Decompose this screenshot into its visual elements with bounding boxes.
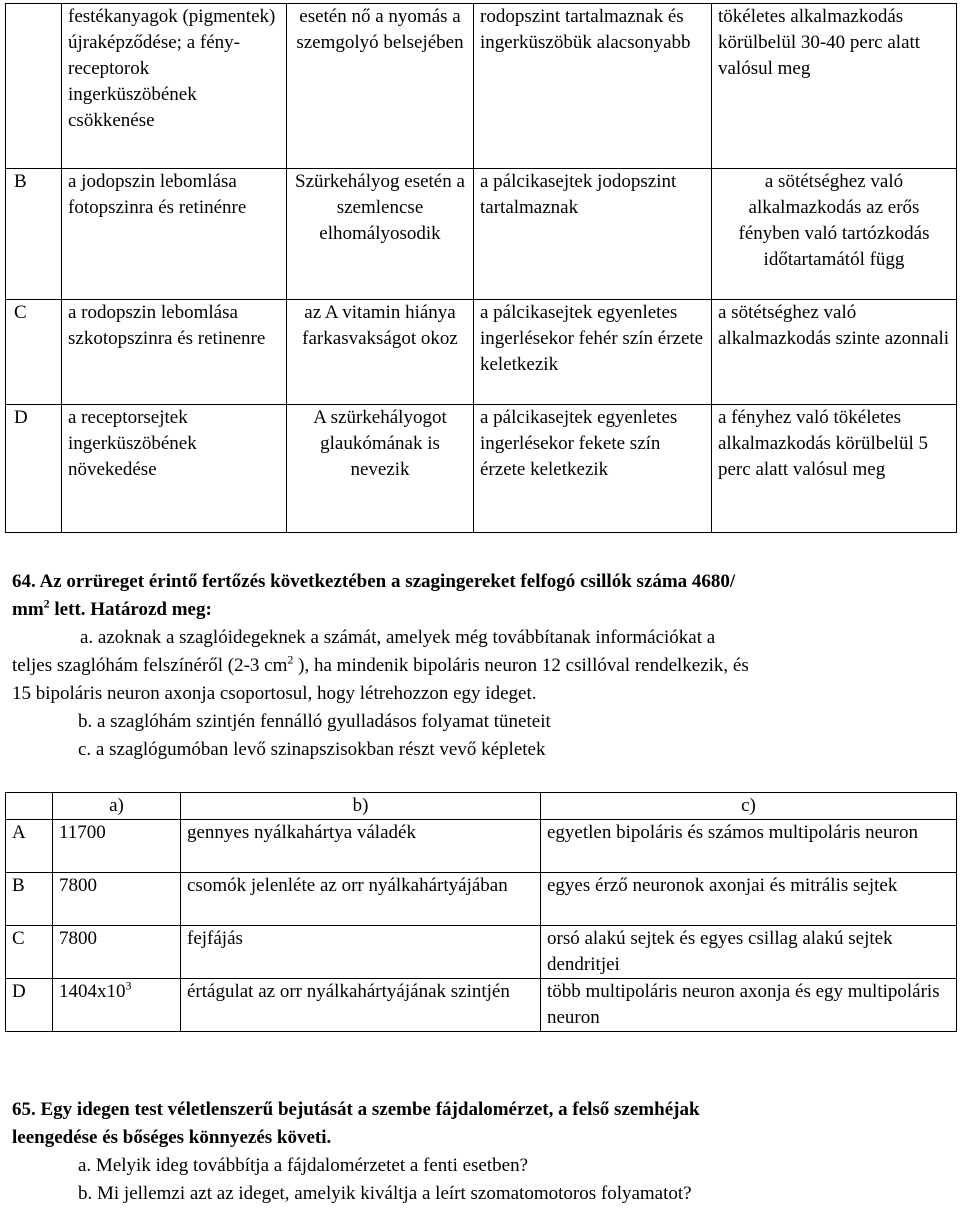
table-header-row	[6, 793, 957, 820]
subquestion-a-cont	[12, 652, 942, 680]
options-table	[5, 3, 957, 533]
option-cell: esetén nő a nyomás a szemgolyó belsejében	[287, 4, 474, 169]
answer-value: 7800	[59, 928, 97, 949]
table-row	[6, 926, 957, 979]
option-cell: a jodopszin lebomlása fotopszinra és retinénre	[62, 169, 287, 300]
question-heading-text: lett. Határozd meg:	[49, 599, 212, 620]
subquestion-a-cont: 15 bipoláris neuron axonja csoportosul, hogy létrehozzon egy ideget.	[12, 683, 537, 704]
answer-cell: egyes érző neuronok axonjai és mitrális sejtek	[541, 873, 957, 926]
option-cell: rodopszint tartalmaznak és ingerküszöbük alacsonyabb	[474, 4, 712, 169]
header-cell: c)	[541, 793, 957, 820]
header-cell: a)	[53, 793, 181, 820]
answer-cell	[53, 820, 181, 873]
question-heading-cont	[12, 596, 942, 624]
row-letter: B	[6, 873, 53, 926]
answer-cell: értágulat az orr nyálkahártyájának szintjén	[181, 979, 541, 1032]
option-cell: a rodopszin lebomlása szkotopszinra és retinenre	[62, 300, 287, 405]
subquestion-a: a. azoknak a szaglóidegeknek a számát, amelyek még továbbítanak információkat a	[80, 627, 716, 648]
question-65	[12, 1096, 942, 1208]
question-heading: 65. Egy idegen test véletlenszerű bejutását a szembe fájdalomérzet, a felső szemhéjak	[12, 1099, 700, 1120]
header-cell: b)	[181, 793, 541, 820]
option-cell: a sötétséghez való alkalmazkodás az erős fényben való tartózkodás időtartamától függ	[712, 169, 957, 300]
question-heading-text: 64. Az orrüreget érintő fertőzés következtében a szagingereket felfogó csillók száma 4680/	[12, 571, 736, 592]
row-letter: D	[6, 979, 53, 1032]
answer-cell	[53, 926, 181, 979]
answer-cell: egyetlen bipoláris és számos multipoláris neuron	[541, 820, 957, 873]
row-letter	[6, 4, 62, 169]
subquestion-text: teljes szaglóhám felszínéről (2-3 cm	[12, 655, 288, 676]
answer-value: 11700	[59, 822, 106, 843]
answer-cell: több multipoláris neuron axonja és egy multipoláris neuron	[541, 979, 957, 1032]
question-64	[12, 568, 942, 764]
option-cell: a fényhez való tökéletes alkalmazkodás körülbelül 5 perc alatt valósul meg	[712, 405, 957, 533]
answer-cell: orsó alakú sejtek és egyes csillag alakú sejtek dendritjei	[541, 926, 957, 979]
row-letter: A	[6, 820, 53, 873]
option-cell: tökéletes alkalmazkodás körülbelül 30-40 perc alatt valósul meg	[712, 4, 957, 169]
option-cell: Szürkehályog esetén a szemlencse elhomályosodik	[287, 169, 474, 300]
row-letter: C	[6, 300, 62, 405]
row-letter: C	[6, 926, 53, 979]
row-letter: D	[6, 405, 62, 533]
option-cell: festékanyagok (pigmentek) újraképződése; a fény-receptorok ingerküszöbének csökkenése	[62, 4, 287, 169]
header-cell-empty	[6, 793, 53, 820]
answer-value: 1404x10	[59, 981, 126, 1002]
answer-cell: gennyes nyálkahártya váladék	[181, 820, 541, 873]
table-row	[6, 4, 957, 169]
question-heading	[12, 568, 942, 596]
answer-value: 7800	[59, 875, 97, 896]
table-row	[6, 405, 957, 533]
answer-cell	[53, 873, 181, 926]
option-cell: a sötétséghez való alkalmazkodás szinte azonnali	[712, 300, 957, 405]
subquestion-a: a. Melyik ideg továbbítja a fájdalomérzetet a fenti esetben?	[78, 1155, 528, 1176]
table-row	[6, 979, 957, 1032]
answer-cell: fejfájás	[181, 926, 541, 979]
option-cell: a pálcikasejtek egyenletes ingerlésekor fehér szín érzete keletkezik	[474, 300, 712, 405]
superscript: 2	[43, 596, 50, 611]
table-row	[6, 820, 957, 873]
answer-cell	[53, 979, 181, 1032]
answer-cell: csomók jelenléte az orr nyálkahártyájában	[181, 873, 541, 926]
table-row	[6, 300, 957, 405]
option-cell: a pálcikasejtek egyenletes ingerlésekor fekete szín érzete keletkezik	[474, 405, 712, 533]
option-cell: a pálcikasejtek jodopszint tartalmaznak	[474, 169, 712, 300]
superscript: 2	[287, 652, 294, 667]
subquestion-c: c. a szaglógumóban levő szinapszisokban részt vevő képletek	[78, 739, 546, 760]
unit-text: mm	[12, 599, 44, 620]
subquestion-text: ), ha mindenik bipoláris neuron 12 csillóval rendelkezik, és	[293, 655, 749, 676]
answer-table	[5, 792, 957, 1032]
option-cell: a receptorsejtek ingerküszöbének növekedése	[62, 405, 287, 533]
subquestion-b: b. a szaglóhám szintjén fennálló gyulladásos folyamat tüneteit	[78, 711, 551, 732]
superscript: 3	[125, 978, 132, 993]
table-row	[6, 169, 957, 300]
subquestion-b: b. Mi jellemzi azt az ideget, amelyik kiváltja a leírt szomatomotoros folyamatot?	[78, 1183, 692, 1204]
option-cell: A szürkehályogot glaukómának is nevezik	[287, 405, 474, 533]
row-letter: B	[6, 169, 62, 300]
table-row	[6, 873, 957, 926]
question-heading-cont: leengedése és bőséges könnyezés követi.	[12, 1127, 332, 1148]
option-cell: az A vitamin hiánya farkasvakságot okoz	[287, 300, 474, 405]
